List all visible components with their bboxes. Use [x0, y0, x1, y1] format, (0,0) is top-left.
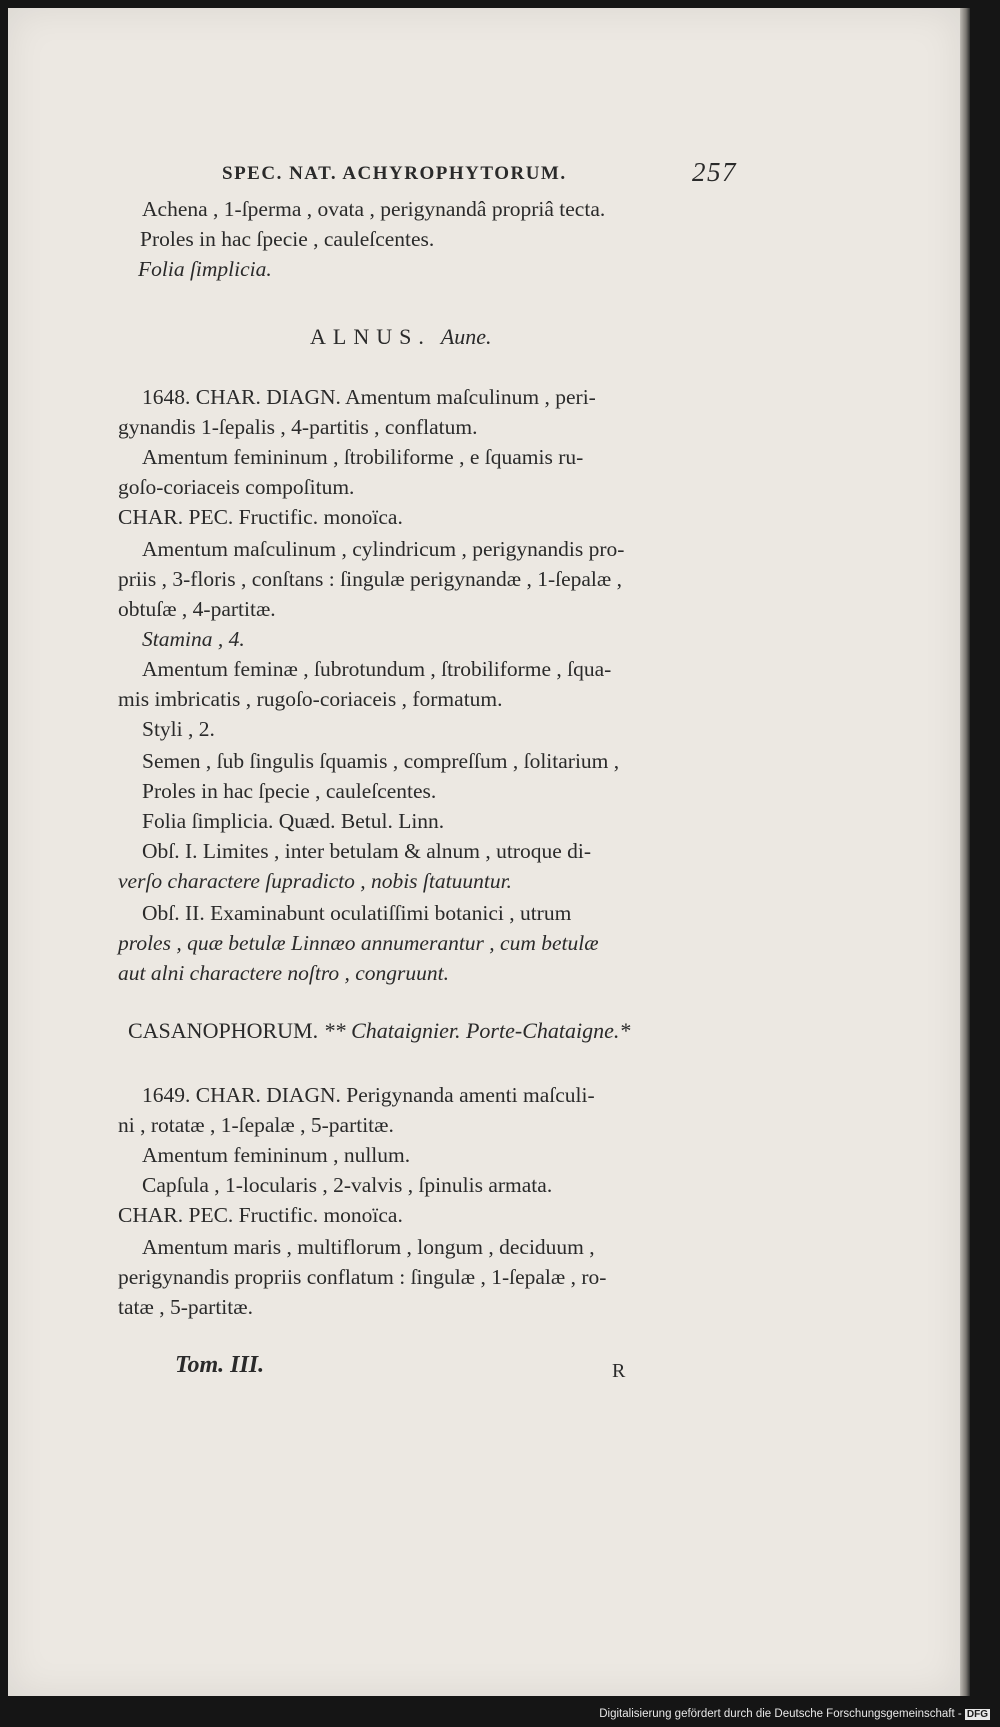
- text-line: 1649. CHAR. DIAGN. Perigynanda amenti maſculi-: [142, 1083, 595, 1107]
- text-line: Semen , ſub ſingulis ſquamis , compreſſum , ſolitarium ,: [142, 749, 620, 773]
- text-line: obtuſæ , 4-partitæ.: [118, 597, 276, 621]
- genus-name: CASANOPHORUM.: [128, 1018, 319, 1043]
- text-line: aut alni charactere noſtro , congruunt.: [118, 961, 450, 985]
- genus-name: ALNUS.: [310, 324, 431, 349]
- volume-mark: Tom. III.: [175, 1352, 265, 1378]
- text-line: 1648. CHAR. DIAGN. Amentum maſculinum , peri-: [142, 385, 596, 409]
- genus-heading-alnus: [310, 324, 492, 350]
- text-line: Obſ. II. Examinabunt oculatiſſimi botanici , utrum: [142, 901, 572, 925]
- credit-text: Digitalisierung gefördert durch die Deutsche Forschungsgemeinschaft -: [599, 1708, 962, 1720]
- dfg-logo: DFG: [966, 1709, 988, 1720]
- text-line: Amentum femininum , ſtrobiliforme , e ſquamis ru-: [142, 445, 584, 469]
- text-line: Achena , 1-ſperma , ovata , perigynandâ propriâ tecta.: [142, 197, 606, 221]
- digitization-credit: [599, 1708, 990, 1724]
- text-line: verſo charactere ſupradicto , nobis ſtatuuntur.: [118, 869, 512, 893]
- text-line: CHAR. PEC. Fructific. monoïca.: [118, 505, 403, 529]
- text-line: Amentum feminæ , ſubrotundum , ſtrobiliforme , ſqua-: [142, 657, 612, 681]
- genus-heading-casanophorum: [128, 1018, 630, 1044]
- text-line: gynandis 1-ſepalis , 4-partitis , conflatum.: [118, 415, 478, 439]
- text-line: Amentum maſculinum , cylindricum , perigynandis pro-: [142, 537, 625, 561]
- text-line: Capſula , 1-locularis , 2-valvis , ſpinulis armata.: [142, 1173, 553, 1197]
- text-line: tatæ , 5-partitæ.: [118, 1295, 253, 1319]
- text-line: Obſ. I. Limites , inter betulam & alnum , utroque di-: [142, 839, 592, 863]
- text-line: Amentum maris , multiflorum , longum , deciduum ,: [142, 1235, 595, 1259]
- text-line: priis , 3-floris , conſtans : ſingulæ perigynandæ , 1-ſepalæ ,: [118, 567, 622, 591]
- text-line: Stamina , 4.: [142, 627, 245, 651]
- running-head-title: SPEC. NAT. ACHYROPHYTORUM.: [222, 163, 567, 184]
- text-line: CHAR. PEC. Fructific. monoïca.: [118, 1203, 403, 1227]
- page-edge: [960, 8, 970, 1696]
- text-line: ni , rotatæ , 1-ſepalæ , 5-partitæ.: [118, 1113, 394, 1137]
- text-line: Folia ſimplicia.: [138, 257, 272, 281]
- text-line: Amentum femininum , nullum.: [142, 1143, 411, 1167]
- genus-vernacular: Aune.: [440, 324, 492, 349]
- text-line: Folia ſimplicia. Quæd. Betul. Linn.: [142, 809, 445, 833]
- text-line: Proles in hac ſpecie , cauleſcentes.: [142, 779, 437, 803]
- text-line: proles , quæ betulæ Linnæo annumerantur , cum betulæ: [118, 931, 599, 955]
- text-line: Styli , 2.: [142, 717, 215, 741]
- text-line: perigynandis propriis conflatum : ſingulæ , 1-ſepalæ , ro-: [118, 1265, 607, 1289]
- text-line: mis imbricatis , rugoſo-coriaceis , formatum.: [118, 687, 503, 711]
- genus-vernacular: ** Chataignier. Porte-Chataigne.*: [323, 1018, 631, 1043]
- text-line: Proles in hac ſpecie , cauleſcentes.: [140, 227, 435, 251]
- signature-mark: R: [612, 1360, 626, 1382]
- text-line: goſo-coriaceis compoſitum.: [118, 475, 355, 499]
- page-number: 257: [692, 157, 737, 187]
